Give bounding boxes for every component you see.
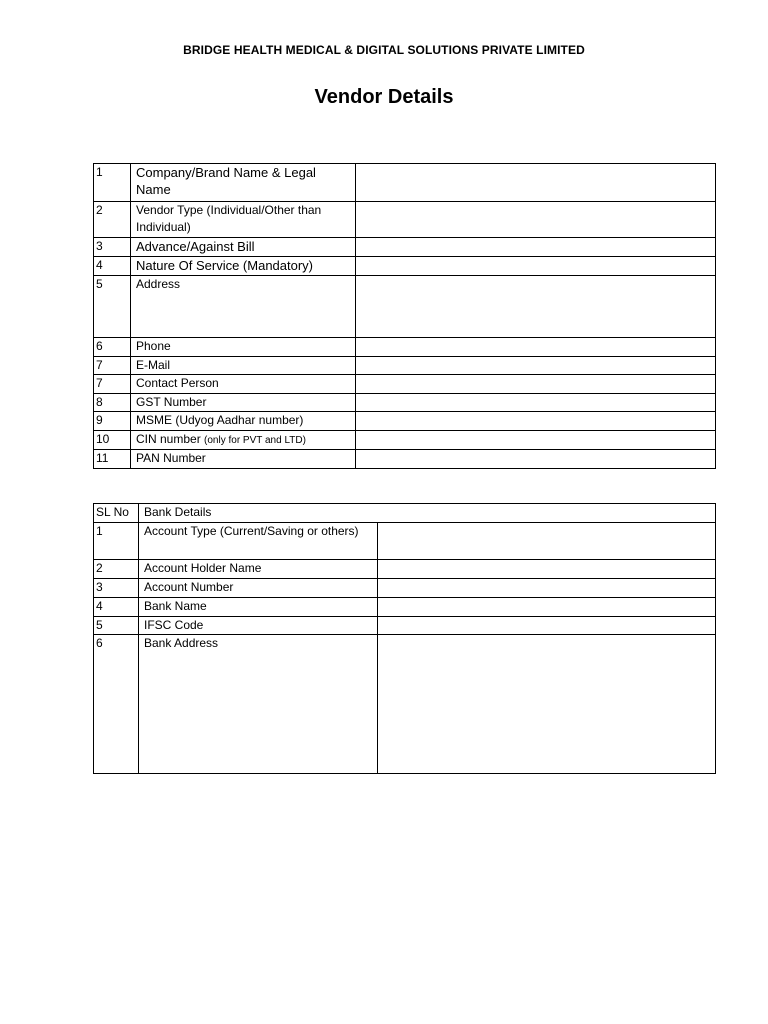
field-value-cell[interactable] xyxy=(378,635,716,774)
row-number: 5 xyxy=(94,617,139,635)
field-value-cell[interactable] xyxy=(378,617,716,635)
field-label: Bank Name xyxy=(139,598,378,617)
table-row xyxy=(94,394,716,412)
row-number: 6 xyxy=(94,338,131,357)
field-label: Account Number xyxy=(139,579,378,598)
row-number: 4 xyxy=(94,257,131,276)
table-row xyxy=(94,617,716,635)
field-value-cell[interactable] xyxy=(356,276,716,338)
field-value-cell[interactable] xyxy=(356,394,716,412)
field-label: GST Number xyxy=(131,394,356,412)
field-label: Contact Person xyxy=(131,375,356,394)
vendor-details-table xyxy=(93,163,716,469)
table-row xyxy=(94,523,716,560)
table-row xyxy=(94,598,716,617)
field-label: Company/Brand Name & Legal Name xyxy=(131,164,356,202)
row-number: 6 xyxy=(94,635,139,774)
field-label: IFSC Code xyxy=(139,617,378,635)
table-row xyxy=(94,431,716,450)
field-value-cell[interactable] xyxy=(356,202,716,238)
table-row xyxy=(94,579,716,598)
company-name: BRIDGE HEALTH MEDICAL & DIGITAL SOLUTIONS PRIVATE LIMITED xyxy=(183,43,585,57)
field-label-note: (only for PVT and LTD) xyxy=(204,435,306,446)
field-label: Phone xyxy=(131,338,356,357)
field-value-cell[interactable] xyxy=(356,375,716,394)
field-label: Account Type (Current/Saving or others) xyxy=(139,523,378,560)
row-number: 4 xyxy=(94,598,139,617)
page-title: Vendor Details xyxy=(314,86,454,108)
field-label: PAN Number xyxy=(131,450,356,469)
field-label-text: CIN number xyxy=(136,432,201,446)
field-label: Address xyxy=(131,276,356,338)
row-number: 3 xyxy=(94,579,139,598)
row-number: 2 xyxy=(94,202,131,238)
row-number: 10 xyxy=(94,431,131,450)
table-row xyxy=(94,450,716,469)
field-label: Vendor Type (Individual/Other than Individual) xyxy=(131,202,356,238)
table-row xyxy=(94,635,716,774)
row-number: 2 xyxy=(94,560,139,579)
field-value-cell[interactable] xyxy=(356,338,716,357)
row-number: 11 xyxy=(94,450,131,469)
field-label: Account Holder Name xyxy=(139,560,378,579)
row-number: 8 xyxy=(94,394,131,412)
field-label xyxy=(131,431,356,450)
table-row xyxy=(94,202,716,238)
field-value-cell[interactable] xyxy=(378,560,716,579)
field-value-cell[interactable] xyxy=(378,523,716,560)
row-number: 9 xyxy=(94,412,131,431)
table-row xyxy=(94,338,716,357)
table-row xyxy=(94,257,716,276)
field-value-cell[interactable] xyxy=(356,412,716,431)
field-value-cell[interactable] xyxy=(356,238,716,257)
row-number: 1 xyxy=(94,523,139,560)
column-header-bank-details: Bank Details xyxy=(139,504,716,523)
row-number: 7 xyxy=(94,357,131,375)
field-label: Bank Address xyxy=(139,635,378,774)
row-number: 5 xyxy=(94,276,131,338)
field-value-cell[interactable] xyxy=(356,357,716,375)
row-number: 1 xyxy=(94,164,131,202)
table-row xyxy=(94,238,716,257)
table-header-row xyxy=(94,504,716,523)
row-number: 7 xyxy=(94,375,131,394)
field-value-cell[interactable] xyxy=(378,579,716,598)
table-row xyxy=(94,412,716,431)
bank-details-table xyxy=(93,503,716,774)
table-row xyxy=(94,164,716,202)
field-label: E-Mail xyxy=(131,357,356,375)
field-label: Nature Of Service (Mandatory) xyxy=(131,257,356,276)
field-label: Advance/Against Bill xyxy=(131,238,356,257)
field-value-cell[interactable] xyxy=(356,450,716,469)
field-label: MSME (Udyog Aadhar number) xyxy=(131,412,356,431)
field-value-cell[interactable] xyxy=(356,164,716,202)
field-value-cell[interactable] xyxy=(356,431,716,450)
table-row xyxy=(94,375,716,394)
table-row xyxy=(94,560,716,579)
column-header-sl-no: SL No xyxy=(94,504,139,523)
table-row xyxy=(94,276,716,338)
field-value-cell[interactable] xyxy=(356,257,716,276)
table-row xyxy=(94,357,716,375)
row-number: 3 xyxy=(94,238,131,257)
field-value-cell[interactable] xyxy=(378,598,716,617)
